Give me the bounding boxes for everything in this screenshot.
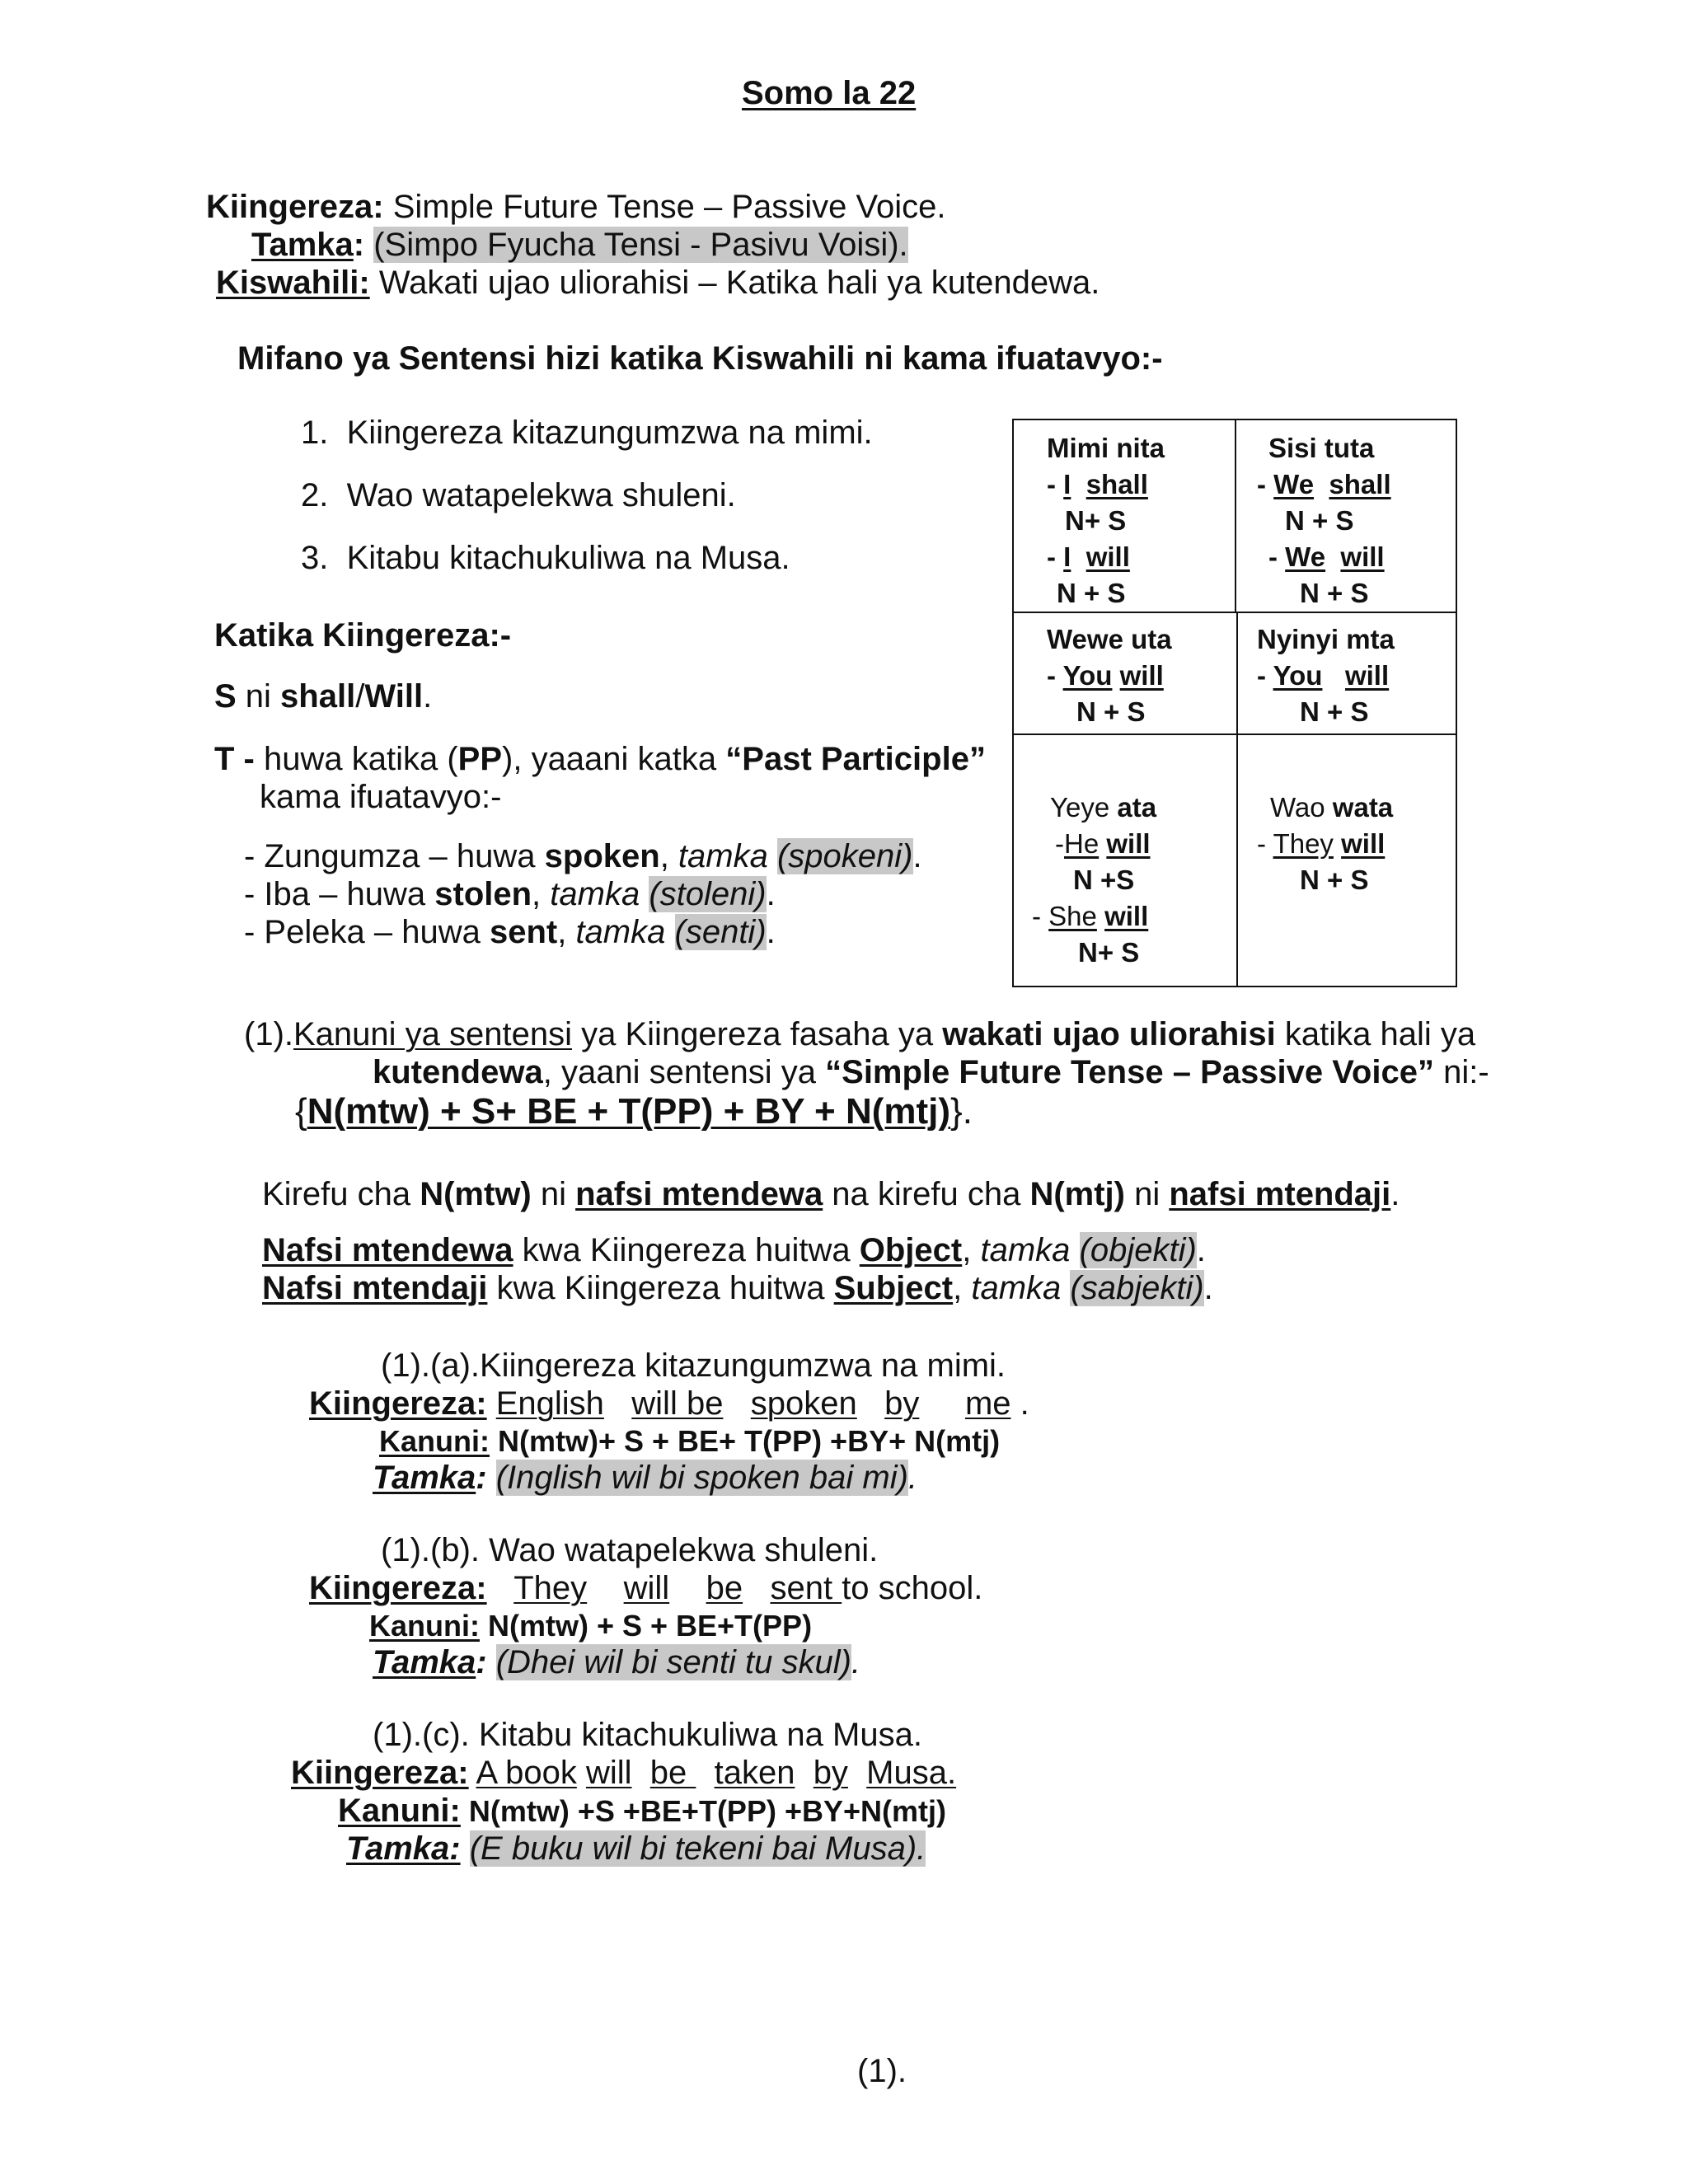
t-letter: T -: [214, 741, 255, 777]
kanuni-text: ya Kiingereza fasaha ya: [572, 1016, 943, 1052]
pronoun-table: [1012, 419, 1457, 987]
pronoun: You: [1062, 660, 1113, 691]
cell-mimi: [1047, 430, 1165, 612]
s-letter: S: [214, 678, 237, 715]
tamka-text: (Inglish wil bi spoken bai mi): [495, 1460, 908, 1496]
cell-line: [1257, 658, 1395, 694]
verb-tamka: tamka: [575, 914, 666, 950]
example-c-english: [291, 1754, 956, 1792]
verb-space: [768, 838, 777, 874]
tamka-label: Tamka: [373, 1644, 476, 1680]
kanuni-bold: wakati ujao uliorahisi: [942, 1016, 1276, 1052]
cell-head: Wewe uta: [1047, 624, 1172, 654]
cell-line: [1047, 539, 1165, 575]
kirefu-text: ni: [1124, 1176, 1170, 1212]
verb: will: [1085, 541, 1130, 572]
t-pp: PP: [457, 741, 503, 777]
cell-line: [1032, 898, 1156, 935]
nafsi-label: Nafsi mtendewa: [262, 1232, 513, 1268]
verb-word: sent: [489, 914, 558, 950]
table-divider: [1236, 612, 1238, 987]
cell-line: N +S: [1073, 865, 1135, 895]
tamka-line: [251, 226, 908, 264]
t-text: huwa katika (: [254, 741, 458, 777]
kanuni-text: ni:-: [1433, 1054, 1489, 1090]
verb-tamka: tamka: [678, 838, 768, 874]
word: taken: [714, 1755, 795, 1791]
nafsi-term: Object: [859, 1232, 963, 1268]
cell-line: N+ S: [1078, 937, 1140, 968]
tamka-text: (Simpo Fyucha Tensi - Pasivu Voisi).: [373, 227, 908, 263]
tamka-label: Tamka: [373, 1460, 476, 1496]
pronoun: We: [1285, 541, 1326, 572]
s-end: .: [423, 678, 433, 715]
kirefu-text: ni: [531, 1176, 576, 1212]
page-number: (1).: [857, 2053, 907, 2089]
nafsi-pron: (sabjekti): [1070, 1270, 1204, 1306]
example-a-heading: (1).(a).Kiingereza kitazungumzwa na mimi.: [381, 1347, 1006, 1384]
tamka-text: (Dhei wil bi senti tu skul): [495, 1644, 851, 1680]
t-definition-line2: kama ifuatavyo:-: [260, 779, 502, 815]
t-quote: “Past Participle”: [725, 741, 986, 777]
example-number: 1.: [301, 415, 329, 451]
kanuni-line1: [244, 1015, 1475, 1053]
kiswahili-label: Kiswahili:: [216, 265, 370, 301]
cell-line: N+ S: [1065, 505, 1127, 536]
example-c-tamka: [346, 1830, 926, 1868]
example-a-kanuni: [379, 1424, 1000, 1458]
verb: will: [1344, 660, 1390, 691]
verb-tamka: tamka: [550, 876, 640, 912]
word: be: [649, 1755, 696, 1791]
dash: -: [1047, 469, 1064, 499]
word: sent: [770, 1570, 842, 1606]
end: .: [1010, 1385, 1029, 1422]
nafsi-end: .: [1196, 1232, 1206, 1268]
formula-brace: {: [295, 1091, 307, 1132]
t-definition: [214, 740, 986, 778]
kirefu-term: nafsi mtendaji: [1169, 1176, 1391, 1212]
nafsi-text: kwa Kiingereza huitwa: [487, 1270, 834, 1306]
nafsi-text: kwa Kiingereza huitwa: [513, 1232, 860, 1268]
verb: will: [1106, 828, 1151, 859]
cell-head-text: Yeye: [1050, 792, 1118, 823]
example-text: Kiingereza kitazungumzwa na mimi.: [346, 415, 873, 451]
tamka-label: Tamka:: [346, 1830, 461, 1867]
nafsi-line: [262, 1231, 1206, 1269]
tamka-colon: :: [353, 227, 365, 263]
example-number: 2.: [301, 477, 329, 513]
example-text: Wao watapelekwa shuleni.: [346, 477, 736, 513]
dash: -: [1055, 828, 1064, 859]
verb: shall: [1329, 469, 1391, 499]
word: will: [623, 1570, 670, 1606]
cell-line: [1047, 466, 1165, 503]
verb-item: [244, 913, 776, 951]
nafsi-term: Subject: [833, 1270, 954, 1306]
page-title: Somo la 22: [742, 75, 917, 111]
verb-word: stolen: [434, 876, 532, 912]
tail: to school.: [842, 1570, 983, 1606]
cell-line: N + S: [1300, 696, 1369, 727]
example-number: 3.: [301, 540, 329, 576]
example-b-kanuni: [369, 1609, 812, 1643]
kanuni-text: , yaani sentensi ya: [542, 1054, 826, 1090]
s-will: Will: [364, 678, 424, 715]
kiingereza-label: Kiingereza:: [309, 1385, 487, 1422]
verb-pre: - Iba – huwa: [244, 876, 435, 912]
kirefu-line: [262, 1175, 1400, 1213]
s-definition: [214, 677, 432, 715]
cell-line: [1032, 826, 1156, 862]
word: be: [706, 1570, 743, 1606]
nafsi-tamka: tamka: [971, 1270, 1062, 1306]
verb-space: [640, 876, 649, 912]
verb-word: spoken: [544, 838, 660, 874]
pronoun: We: [1273, 469, 1315, 499]
pronoun: I: [1063, 541, 1071, 572]
example-b-heading: (1).(b). Wao watapelekwa shuleni.: [381, 1532, 879, 1568]
dash: -: [1257, 469, 1274, 499]
dash: -: [1032, 901, 1049, 931]
example-c-kanuni: [338, 1792, 946, 1830]
cell-head: Nyinyi mta: [1257, 624, 1395, 654]
dash: -: [1257, 660, 1273, 691]
kanuni-text: katika hali ya: [1275, 1016, 1476, 1052]
s-slash: /: [355, 678, 365, 715]
nafsi-line: [262, 1269, 1213, 1307]
verb: will: [1119, 660, 1164, 691]
example-item: [301, 539, 790, 577]
verb-pron: (senti): [674, 914, 767, 950]
kanuni-bold: “Simple Future Tense – Passive Voice”: [825, 1054, 1434, 1090]
pronoun: You: [1273, 660, 1323, 691]
example-c-heading: (1).(c). Kitabu kitachukuliwa na Musa.: [373, 1717, 922, 1753]
word: They: [513, 1570, 588, 1606]
examples-heading: Mifano ya Sentensi hizi katika Kiswahili ni kama ifuatavyo:-: [237, 340, 1163, 377]
verb-item: [244, 875, 776, 913]
cell-head: Sisi tuta: [1268, 433, 1375, 463]
verb-pron: (stoleni): [649, 876, 767, 912]
cell-line: N + S: [1300, 865, 1369, 895]
tamka-end: .: [851, 1644, 861, 1680]
cell-head-verb: ata: [1117, 792, 1157, 823]
tamka-label: Tamka: [251, 227, 354, 263]
dash: -: [1268, 541, 1286, 572]
nafsi-space: [1061, 1270, 1070, 1306]
example-a-tamka: [373, 1459, 917, 1497]
word: spoken: [750, 1385, 857, 1422]
kirefu-bold: N(mtj): [1029, 1176, 1125, 1212]
word: by: [884, 1385, 920, 1422]
kanuni-prefix: (1).: [244, 1016, 293, 1052]
cell-line: [1257, 826, 1393, 862]
cell-sisi: [1257, 430, 1391, 612]
kiingereza-line: [206, 188, 945, 226]
dash: -: [1047, 541, 1064, 572]
verb-end: .: [912, 838, 922, 874]
kirefu-bold: N(mtw): [420, 1176, 532, 1212]
verb: will: [1341, 828, 1386, 859]
formula-text: N(mtw) + S+ BE + T(PP) + BY + N(mtj): [307, 1091, 951, 1132]
verb: will: [1104, 901, 1149, 931]
cell-line: [1257, 466, 1391, 503]
dash: -: [1257, 828, 1273, 859]
kiingereza-text: Simple Future Tense – Passive Voice.: [392, 189, 946, 225]
cell-head-verb: wata: [1332, 792, 1394, 823]
example-a-english: [309, 1385, 1029, 1422]
example-item: [301, 476, 736, 514]
nafsi-tamka: tamka: [980, 1232, 1071, 1268]
verb-item: [244, 837, 922, 875]
nafsi-end: .: [1203, 1270, 1213, 1306]
nafsi-space: [1070, 1232, 1079, 1268]
kanuni-text: N(mtw) +S +BE+T(PP) +BY+N(mtj): [460, 1794, 946, 1828]
kanuni-label: Kanuni:: [338, 1793, 461, 1829]
kiingereza-label: Kiingereza:: [309, 1570, 487, 1606]
word: English: [495, 1385, 604, 1422]
word: by: [813, 1755, 848, 1791]
verb-end: .: [766, 914, 776, 950]
table-divider: [1014, 612, 1456, 613]
example-b-english: [309, 1569, 982, 1607]
cell-nyinyi: [1257, 621, 1395, 730]
dash: -: [1047, 660, 1063, 691]
cell-head-text: Wao: [1270, 792, 1333, 823]
nafsi-label: Nafsi mtendaji: [262, 1270, 488, 1306]
word: A book: [476, 1755, 577, 1791]
verb-pron: (spokeni): [776, 838, 913, 874]
cell-line: [1047, 658, 1172, 694]
verb-end: .: [766, 876, 776, 912]
example-item: [301, 414, 873, 452]
kirefu-term: nafsi mtendewa: [575, 1176, 823, 1212]
cell-head: [1032, 790, 1156, 826]
cell-head: Mimi nita: [1047, 433, 1165, 463]
tamka-text: (E buku wil bi tekeni bai Musa).: [469, 1830, 926, 1867]
example-b-tamka: [373, 1643, 860, 1681]
verb-sep: ,: [659, 838, 678, 874]
kiswahili-text: Wakati ujao uliorahisi – Katika hali ya kutendewa.: [378, 265, 1100, 301]
word: will: [585, 1755, 632, 1791]
verb-pre: - Zungumza – huwa: [244, 838, 545, 874]
tamka-end: .: [907, 1460, 918, 1496]
word: me: [964, 1385, 1011, 1422]
kanuni-label: Kanuni:: [369, 1609, 480, 1643]
cell-line: N + S: [1057, 578, 1126, 608]
kanuni-line2: [373, 1053, 1489, 1091]
kiingereza-label: Kiingereza:: [206, 189, 384, 225]
nafsi-sep: ,: [962, 1232, 981, 1268]
pronoun: They: [1273, 828, 1334, 859]
kanuni-formula: [295, 1091, 973, 1133]
cell-line: [1257, 539, 1391, 575]
cell-head: [1257, 790, 1393, 826]
nafsi-sep: ,: [953, 1270, 972, 1306]
cell-yeye: [1032, 790, 1156, 971]
example-text: Kitabu kitachukuliwa na Musa.: [346, 540, 790, 576]
kanuni-bold: kutendewa: [373, 1054, 543, 1090]
word: Musa.: [866, 1755, 957, 1791]
t-text: ), yaaani katka: [502, 741, 726, 777]
table-divider: [1014, 733, 1456, 735]
kanuni-text: N(mtw)+ S + BE+ T(PP) +BY+ N(mtj): [489, 1424, 1001, 1458]
katika-heading: Katika Kiingereza:-: [214, 617, 512, 654]
kiingereza-label: Kiingereza:: [291, 1755, 469, 1791]
tamka-colon: :: [476, 1644, 487, 1680]
s-mid: ni: [236, 678, 281, 715]
kirefu-text: Kirefu cha: [262, 1176, 420, 1212]
kirefu-text: .: [1390, 1176, 1400, 1212]
verb: will: [1340, 541, 1385, 572]
formula-brace: }.: [950, 1091, 973, 1132]
cell-wewe: [1047, 621, 1172, 730]
kanuni-label: Kanuni:: [379, 1424, 490, 1458]
s-shall: shall: [280, 678, 356, 715]
pronoun: I: [1063, 469, 1071, 499]
kanuni-link: Kanuni ya sentensi: [293, 1016, 573, 1052]
cell-wao: [1257, 790, 1393, 898]
cell-line: N + S: [1076, 696, 1146, 727]
verb-pre: - Peleka – huwa: [244, 914, 490, 950]
verb-sep: ,: [532, 876, 551, 912]
kanuni-text: N(mtw) + S + BE+T(PP): [479, 1609, 813, 1643]
cell-line: N + S: [1285, 505, 1354, 536]
tamka-colon: :: [476, 1460, 487, 1496]
pronoun: He: [1064, 828, 1100, 859]
pronoun: She: [1048, 901, 1097, 931]
kiswahili-line: [216, 264, 1100, 302]
verb: shall: [1085, 469, 1148, 499]
cell-line: N + S: [1300, 578, 1369, 608]
verb-sep: ,: [557, 914, 576, 950]
kirefu-text: na kirefu cha: [823, 1176, 1030, 1212]
nafsi-pron: (objekti): [1079, 1232, 1197, 1268]
verb-space: [665, 914, 674, 950]
word: will be: [631, 1385, 724, 1422]
table-divider: [1235, 420, 1236, 612]
